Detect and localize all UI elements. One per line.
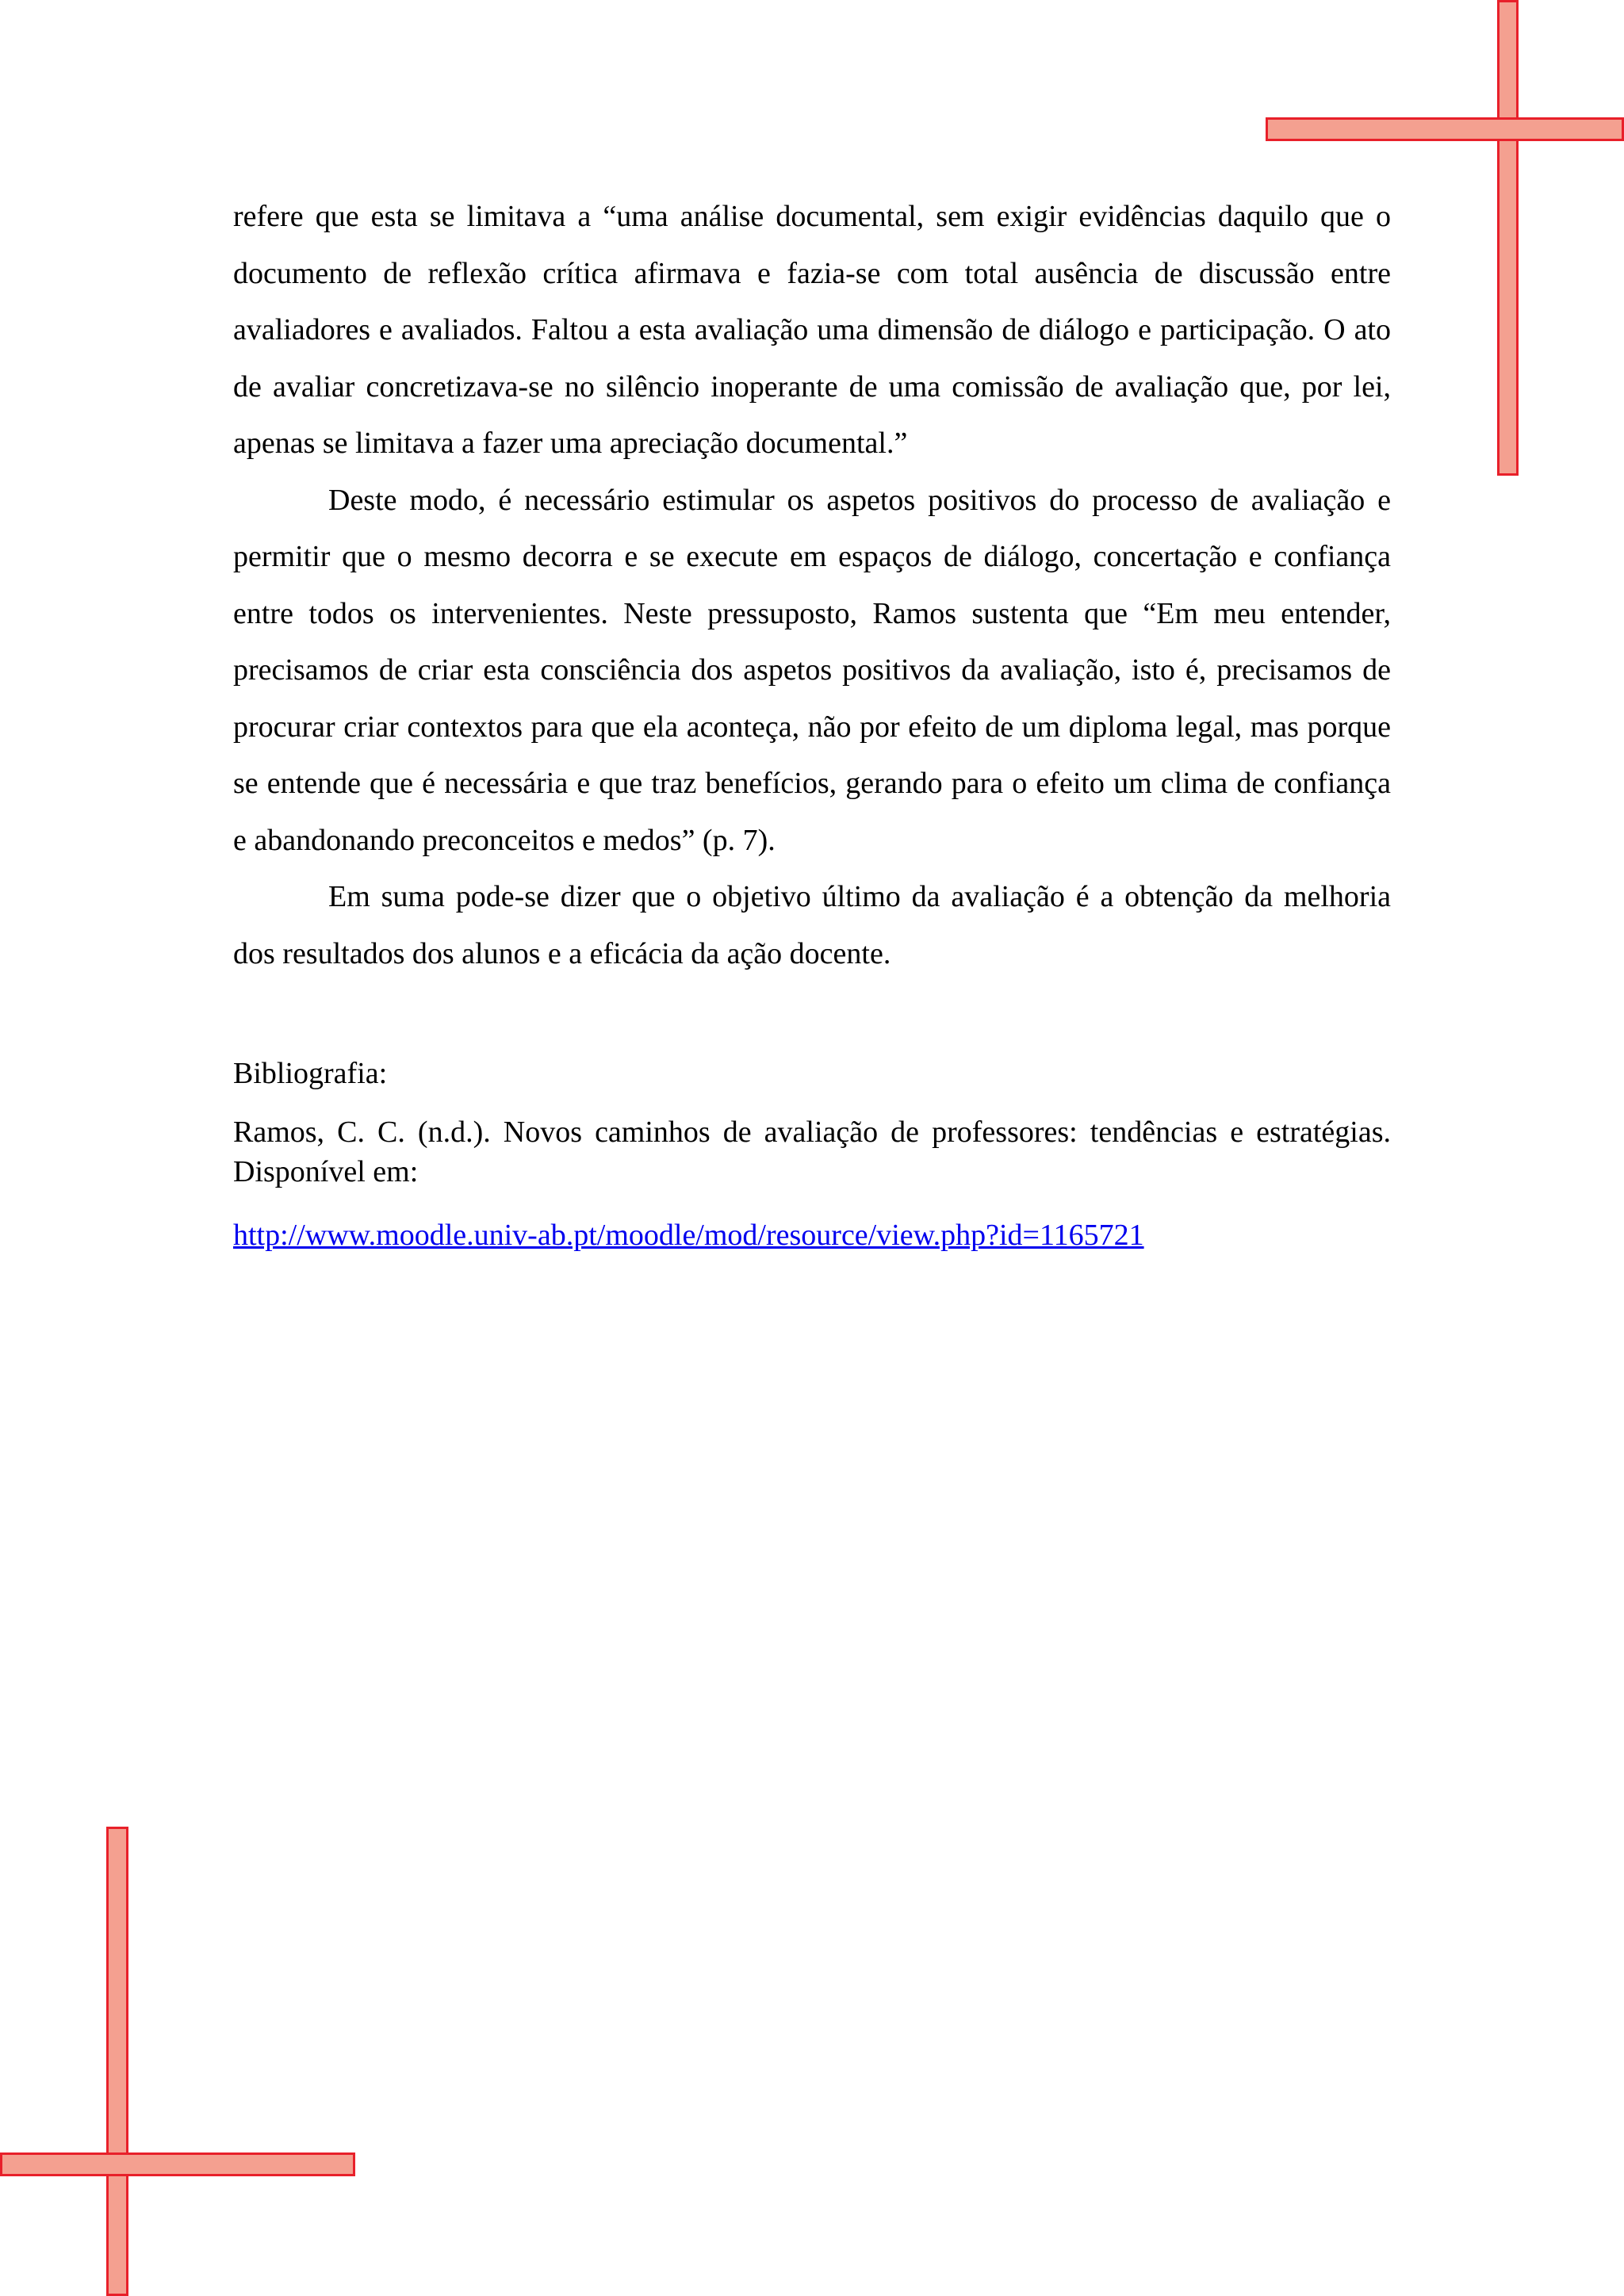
paragraph-quote-continuation: refere que esta se limitava a “uma análise documental, sem exigir evidências daquilo que o documento de reflexão crítica afirmava e fazia-se com total ausência de discussão entre avaliadores e avaliados. Faltou a esta avaliação uma dimensão de diálogo e participação. O ato de avaliar concretizava-se no silêncio inoperante de uma comissão de avaliação que, por lei, apenas se limitava a fazer uma apreciação documental.”	[233, 200, 1391, 460]
body-text	[233, 189, 1391, 1255]
paragraph-deste-modo: Deste modo, é necessário estimular os aspetos positivos do processo de avaliação e permitir que o mesmo decorra e se execute em espaços de diálogo, concertação e confiança entre todos os intervenientes. Neste pressuposto, Ramos sustenta que “Em meu entender, precisamos de criar esta consciência dos aspetos positivos da avaliação, isto é, precisamos de procurar criar contextos para que ela aconteça, não por efeito de um diploma legal, mas porque se entende que é necessária e que traz benefícios, gerando para o efeito um clima de confiança e abandonando preconceitos e medos” (p. 7).	[233, 483, 1391, 857]
crop-mark-bottom-left-vertical	[106, 1827, 128, 2296]
bibliography-heading: Bibliografia:	[233, 1057, 388, 1090]
bibliography-link[interactable]: http://www.moodle.univ-ab.pt/moodle/mod/resource/view.php?id=1165721	[233, 1218, 1144, 1252]
crop-mark-bottom-left-horizontal	[0, 2152, 355, 2176]
bibliography-reference: Ramos, C. C. (n.d.). Novos caminhos de avaliação de professores: tendências e estratégias. Disponível em:	[233, 1115, 1391, 1188]
crop-mark-top-right-horizontal	[1266, 117, 1624, 141]
paragraph-em-suma: Em suma pode-se dizer que o objetivo último da avaliação é a obtenção da melhoria dos resultados dos alunos e a eficácia da ação docente.	[233, 880, 1391, 970]
crop-mark-top-right-vertical	[1497, 0, 1519, 476]
